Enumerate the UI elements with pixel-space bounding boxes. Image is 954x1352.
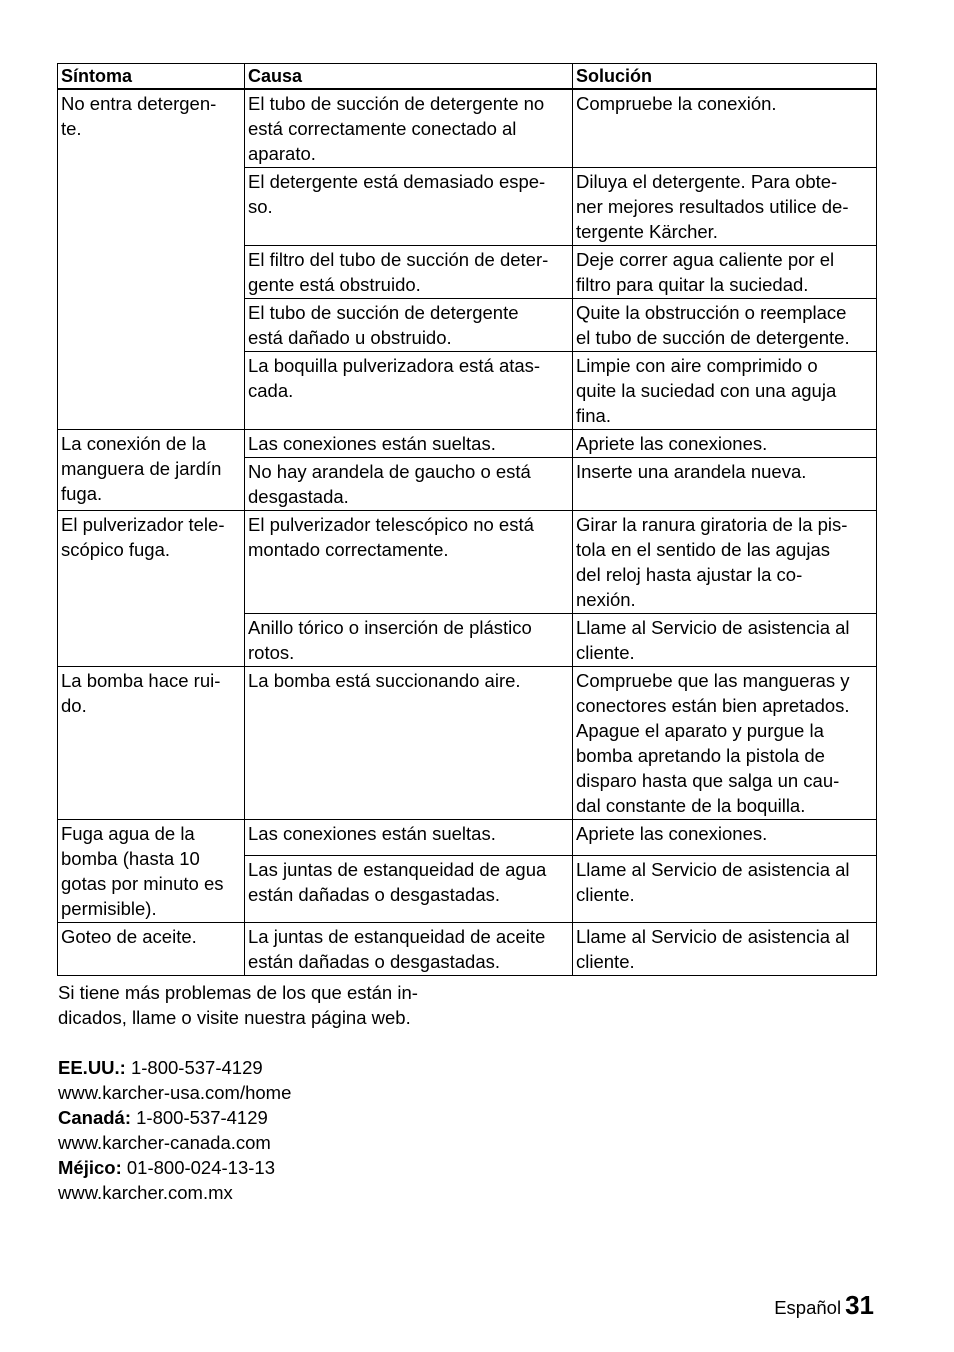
contact-mx-label: Méjico: bbox=[58, 1157, 122, 1178]
solution-cell bbox=[573, 923, 877, 976]
solution-line: Llame al Servicio de asistencia al bbox=[576, 617, 850, 638]
cause-line: La juntas de estanqueidad de aceite bbox=[248, 926, 546, 947]
cause-line: gente está obstruido. bbox=[248, 274, 421, 295]
cause-line: están dañadas o desgastadas. bbox=[248, 951, 500, 972]
solution-cell bbox=[573, 246, 877, 299]
cause-cell bbox=[245, 430, 573, 458]
solution-line: bomba apretando la pistola de bbox=[576, 745, 825, 766]
cause-cell bbox=[245, 855, 573, 922]
solution-cell bbox=[573, 430, 877, 458]
contact-list bbox=[58, 1055, 291, 1205]
symptom-line: manguera de jardín bbox=[61, 458, 222, 479]
symptom-line: Goteo de aceite. bbox=[61, 926, 197, 947]
footer-language: Español bbox=[774, 1297, 842, 1318]
symptom-line: scópico fuga. bbox=[61, 539, 171, 560]
solution-line: quite la suciedad con una aguja bbox=[576, 380, 837, 401]
cause-cell bbox=[245, 458, 573, 511]
header-symptom: Síntoma bbox=[58, 64, 245, 90]
solution-cell bbox=[573, 352, 877, 430]
solution-line: Apague el aparato y purgue la bbox=[576, 720, 824, 741]
solution-cell bbox=[573, 855, 877, 922]
solution-line: filtro para quitar la suciedad. bbox=[576, 274, 809, 295]
solution-cell bbox=[573, 667, 877, 820]
cause-line: montado correctamente. bbox=[248, 539, 449, 560]
note-line: dicados, llame o visite nuestra página web. bbox=[58, 1007, 411, 1028]
symptom-line: bomba (hasta 10 bbox=[61, 848, 200, 869]
cause-line: Las conexiones están sueltas. bbox=[248, 823, 496, 844]
cause-cell bbox=[245, 168, 573, 246]
solution-cell bbox=[573, 89, 877, 168]
table-header-row bbox=[58, 64, 877, 90]
contact-ca-phone: 1-800-537-4129 bbox=[131, 1107, 268, 1128]
cause-line: Las conexiones están sueltas. bbox=[248, 433, 496, 454]
symptom-line: La conexión de la bbox=[61, 433, 207, 454]
symptom-line: fuga. bbox=[61, 483, 103, 504]
cause-line: cada. bbox=[248, 380, 294, 401]
cause-line: aparato. bbox=[248, 143, 316, 164]
solution-cell bbox=[573, 168, 877, 246]
solution-line: Inserte una arandela nueva. bbox=[576, 461, 807, 482]
solution-line: tola en el sentido de las agujas bbox=[576, 539, 831, 560]
cause-line: rotos. bbox=[248, 642, 295, 663]
cause-line: so. bbox=[248, 196, 273, 217]
solution-cell bbox=[573, 820, 877, 856]
cause-line: está dañado u obstruido. bbox=[248, 327, 452, 348]
header-cause: Causa bbox=[245, 64, 573, 90]
solution-cell bbox=[573, 614, 877, 667]
solution-line: del reloj hasta ajustar la co- bbox=[576, 564, 803, 585]
cause-cell bbox=[245, 614, 573, 667]
table-row bbox=[58, 430, 877, 458]
symptom-cell bbox=[58, 430, 245, 511]
solution-cell bbox=[573, 511, 877, 614]
symptom-cell bbox=[58, 923, 245, 976]
cause-cell bbox=[245, 299, 573, 352]
contact-mx-phone: 01-800-024-13-13 bbox=[121, 1157, 275, 1178]
cause-cell bbox=[245, 923, 573, 976]
note-line: Si tiene más problemas de los que están in- bbox=[58, 982, 418, 1003]
help-note bbox=[58, 980, 418, 1030]
cause-cell bbox=[245, 89, 573, 168]
cause-line: El tubo de succión de detergente no bbox=[248, 93, 545, 114]
solution-line: cliente. bbox=[576, 951, 635, 972]
cause-cell bbox=[245, 667, 573, 820]
table-row bbox=[58, 667, 877, 820]
solution-line: Diluya el detergente. Para obte- bbox=[576, 171, 838, 192]
solution-line: Compruebe que las mangueras y bbox=[576, 670, 850, 691]
symptom-line: La bomba hace rui- bbox=[61, 670, 221, 691]
solution-line: disparo hasta que salga un cau- bbox=[576, 770, 840, 791]
solution-line: dal constante de la boquilla. bbox=[576, 795, 806, 816]
solution-line: cliente. bbox=[576, 883, 635, 905]
troubleshooting-table bbox=[57, 63, 877, 976]
solution-line: Compruebe la conexión. bbox=[576, 93, 777, 114]
contact-us-web[interactable]: www.karcher-usa.com/home bbox=[58, 1082, 292, 1103]
cause-line: El tubo de succión de detergente bbox=[248, 302, 519, 323]
solution-line: Limpie con aire comprimido o bbox=[576, 355, 818, 376]
symptom-line: Fuga agua de la bbox=[61, 823, 195, 844]
contact-ca-label: Canadá: bbox=[58, 1107, 131, 1128]
cause-cell bbox=[245, 352, 573, 430]
solution-line: el tubo de succión de detergente. bbox=[576, 327, 850, 348]
cause-line: El filtro del tubo de succión de deter- bbox=[248, 249, 549, 270]
table-row bbox=[58, 923, 877, 976]
solution-line: conectores están bien apretados. bbox=[576, 695, 850, 716]
symptom-line: do. bbox=[61, 695, 87, 716]
solution-cell bbox=[573, 458, 877, 511]
cause-line: está correctamente conectado al bbox=[248, 118, 517, 139]
contact-mx bbox=[58, 1155, 291, 1180]
solution-line: cliente. bbox=[576, 642, 635, 663]
solution-line: nexión. bbox=[576, 589, 636, 610]
solution-line: tergente Kärcher. bbox=[576, 221, 718, 242]
solution-line: fina. bbox=[576, 405, 611, 426]
solution-line: Llame al Servicio de asistencia al bbox=[576, 926, 850, 947]
contact-mx-web[interactable]: www.karcher.com.mx bbox=[58, 1182, 233, 1203]
symptom-cell bbox=[58, 89, 245, 430]
contact-us-phone: 1-800-537-4129 bbox=[125, 1057, 263, 1078]
contact-ca-web[interactable]: www.karcher-canada.com bbox=[58, 1132, 271, 1153]
symptom-line: No entra detergen- bbox=[61, 93, 217, 114]
solution-line: Apriete las conexiones. bbox=[576, 823, 768, 844]
cause-line: La bomba está succionando aire. bbox=[248, 670, 521, 691]
symptom-line: gotas por minuto es bbox=[61, 873, 224, 894]
cause-line: No hay arandela de gaucho o está bbox=[248, 461, 531, 482]
cause-cell bbox=[245, 246, 573, 299]
cause-line: desgastada. bbox=[248, 486, 349, 507]
contact-us-label: EE.UU.: bbox=[58, 1057, 126, 1078]
table-row bbox=[58, 511, 877, 614]
symptom-line: El pulverizador tele- bbox=[61, 514, 225, 535]
solution-cell bbox=[573, 299, 877, 352]
cause-line: Anillo tórico o inserción de plástico bbox=[248, 617, 532, 638]
symptom-cell bbox=[58, 667, 245, 820]
cause-cell bbox=[245, 820, 573, 856]
cause-line: El detergente está demasiado espe- bbox=[248, 171, 546, 192]
solution-line: Quite la obstrucción o reemplace bbox=[576, 302, 847, 323]
symptom-line: te. bbox=[61, 118, 82, 139]
page-footer bbox=[774, 1290, 874, 1321]
page-number: 31 bbox=[845, 1290, 874, 1320]
solution-line: Deje correr agua caliente por el bbox=[576, 249, 835, 270]
cause-line: La boquilla pulverizadora está atas- bbox=[248, 355, 541, 376]
symptom-cell bbox=[58, 511, 245, 667]
table-row bbox=[58, 820, 877, 856]
symptom-cell bbox=[58, 820, 245, 923]
solution-line: Llame al Servicio de asistencia al bbox=[576, 858, 850, 880]
cause-line: están dañadas o desgastadas. bbox=[248, 883, 500, 905]
symptom-line: permisible). bbox=[61, 898, 157, 919]
contact-ca bbox=[58, 1105, 291, 1130]
solution-line: Girar la ranura giratoria de la pis- bbox=[576, 514, 848, 535]
cause-cell bbox=[245, 511, 573, 614]
cause-line: Las juntas de estanqueidad de agua bbox=[248, 858, 547, 880]
header-solution: Solución bbox=[573, 64, 877, 90]
solution-line: Apriete las conexiones. bbox=[576, 433, 768, 454]
table-row bbox=[58, 89, 877, 168]
table-body bbox=[58, 89, 877, 976]
contact-us bbox=[58, 1055, 291, 1080]
cause-line: El pulverizador telescópico no está bbox=[248, 514, 534, 535]
solution-line: ner mejores resultados utilice de- bbox=[576, 196, 849, 217]
